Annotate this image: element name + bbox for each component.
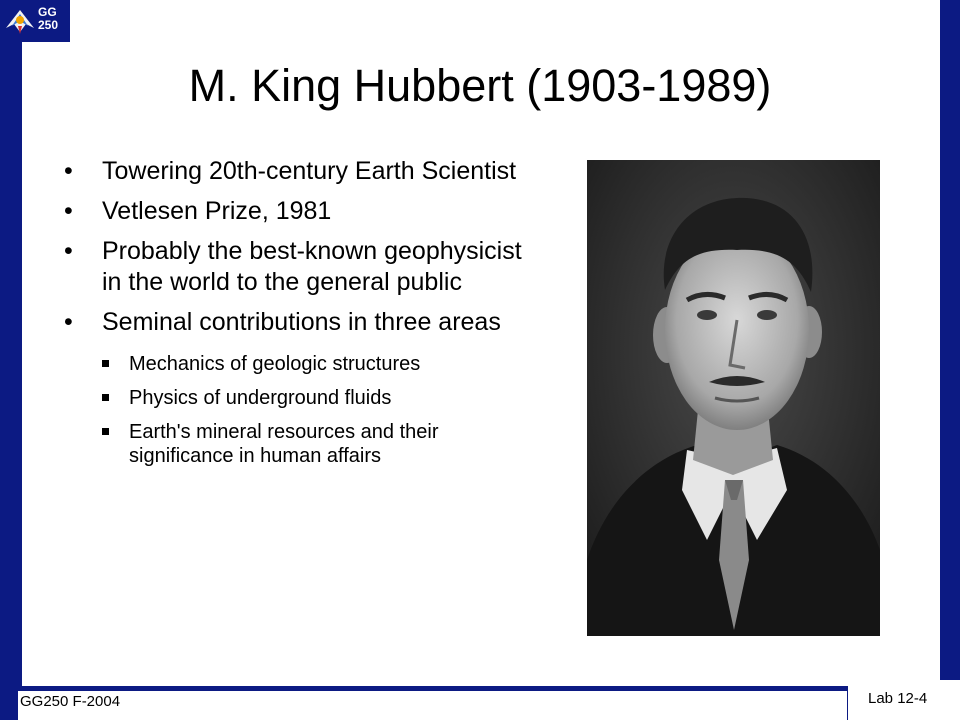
sub-bullet-text: Earth's mineral resources and their significance in human affairs — [129, 421, 439, 467]
slide-title: M. King Hubbert (1903-1989) — [188, 60, 772, 111]
bullet-dot: • — [64, 308, 73, 336]
bullet-item — [62, 196, 532, 227]
logo-line-2: 250 — [38, 18, 59, 32]
bullet-item — [62, 156, 532, 187]
footer-course-label: GG250 F-2004 — [20, 693, 121, 710]
bullet-list — [62, 156, 532, 478]
bullet-item — [62, 236, 532, 298]
logo-text — [38, 6, 68, 32]
sub-bullet-item — [102, 352, 532, 376]
sub-bullet-item — [102, 420, 532, 468]
bullet-text: Towering 20th-century Earth Scientist — [102, 157, 517, 185]
bullet-item — [62, 307, 532, 468]
frame-left-bar — [0, 0, 22, 720]
square-bullet-icon — [102, 360, 109, 367]
footer-panel — [18, 689, 847, 722]
bullet-dot: • — [64, 197, 73, 225]
portrait-photo — [587, 160, 880, 636]
logo-line-1: GG — [38, 5, 57, 19]
frame-right-bar — [940, 0, 960, 720]
bullet-text: Vetlesen Prize, 1981 — [102, 197, 332, 225]
square-bullet-icon — [102, 428, 109, 435]
bullet-dot: • — [64, 237, 73, 265]
footer-slide-number: Lab 12-4 — [868, 690, 928, 707]
bullet-text: Probably the best-known geophysicist in the world to the general public — [102, 237, 522, 296]
portrait-illustration — [587, 160, 880, 636]
sub-bullet-text: Mechanics of geologic structures — [129, 353, 421, 375]
bullet-text: Seminal contributions in three areas — [102, 308, 501, 336]
sub-bullet-item — [102, 386, 532, 410]
globe-arrow-icon — [4, 6, 36, 36]
square-bullet-icon — [102, 394, 109, 401]
bullet-dot: • — [64, 157, 73, 185]
sub-bullet-list — [102, 352, 532, 468]
sub-bullet-text: Physics of underground fluids — [129, 387, 392, 409]
course-logo — [0, 0, 70, 42]
